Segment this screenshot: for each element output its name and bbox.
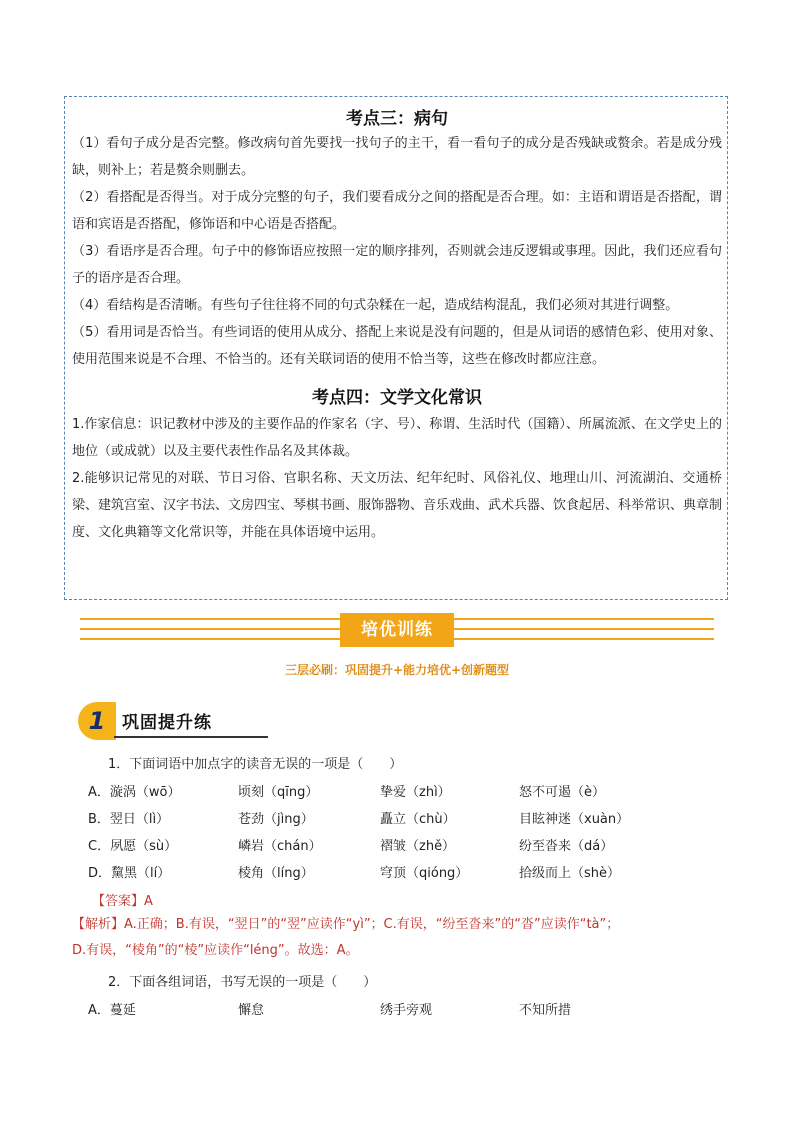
para-2: （2）看搭配是否得当。对于成分完整的句子，我们要看成分之间的搭配是否合理。如：主语和谓语是否搭配，谓语和宾语是否搭配，修饰语和中心语是否搭配。 — [72, 190, 722, 232]
q2-option-a-1: A．蔓延 — [88, 1003, 136, 1018]
q1-option-c-1: C．夙愿（sù） — [88, 839, 178, 854]
q1-option-d-4: 拾级而上（shè） — [519, 866, 621, 881]
q1-analysis-line-2: D.有误，“棱角”的“棱”应读作“léng”。故选：A。 — [72, 943, 359, 958]
q2-option-a-4: 不知所措 — [519, 1003, 572, 1018]
para-1: （1）看句子成分是否完整。修改病句首先要找一找句子的主干，看一看句子的成分是否残缺或赘余。若是成分残缺，则补上；若是赘余则删去。 — [72, 136, 722, 178]
q1-option-b-3: 矗立（chù） — [380, 812, 456, 827]
q1-option-c-3: 褶皱（zhě） — [380, 839, 456, 854]
q1-option-a-4: 怒不可遏（è） — [519, 785, 605, 800]
banner-title: 培优训练 — [340, 613, 454, 647]
para-6: 1.作家信息：识记教材中涉及的主要作品的作家名（字、号）、称谓、生活时代（国籍）、所属流派、在文学史上的地位（或成就）以及主要代表性作品名及其体裁。 — [72, 417, 722, 459]
q1-option-a-1: A．漩涡（wō） — [88, 785, 181, 800]
q1-answer: 【答案】A — [92, 894, 153, 909]
section-underline — [114, 736, 268, 738]
banner-subtitle: 三层必刷：巩固提升+能力培优+创新题型 — [284, 663, 510, 677]
para-5: （5）看用词是否恰当。有些词语的使用从成分、搭配上来说是没有问题的，但是从词语的感情色彩、使用对象、使用范围来说是不合理、不恰当的。还有关联词语的使用不恰当等，这些在修改时都应注意。 — [72, 325, 722, 367]
q1-option-a-3: 挚爱（zhì） — [380, 785, 451, 800]
q2-option-a-2: 懈怠 — [238, 1003, 265, 1018]
question-1-stem: 1．下面词语中加点字的读音无误的一项是（ ） — [108, 757, 403, 772]
q1-option-row-a — [88, 781, 728, 801]
section-label: 巩固提升练 — [122, 713, 212, 733]
question-2-stem: 2．下面各组词语，书写无误的一项是（ ） — [108, 975, 377, 990]
q1-option-c-4: 纷至沓来（dá） — [519, 839, 614, 854]
para-7: 2.能够识记常见的对联、节日习俗、官职名称、天文历法、纪年纪时、风俗礼仪、地理山川、河流湖泊、交通桥梁、建筑宫室、汉字书法、文房四宝、琴棋书画、服饰器物、音乐戏曲、武术兵器、饮食起居、科举常识、典章制度、文化典籍等文化常识等，并能在具体语境中运用。 — [72, 471, 723, 540]
q1-option-b-2: 苍劲（jìng） — [238, 812, 314, 827]
q1-option-b-1: B．翌日（lì） — [88, 812, 170, 827]
section-header — [78, 702, 268, 740]
para-4: （4）看结构是否清晰。有些句子往往将不同的句式杂糅在一起，造成结构混乱，我们必须对其进行调整。 — [72, 298, 679, 313]
box-title-bingju: 考点三：病句 — [346, 109, 448, 129]
q1-option-c-2: 嶙岩（chán） — [238, 839, 322, 854]
q1-option-b-4: 目眩神迷（xuàn） — [519, 812, 630, 827]
q2-option-row-a — [88, 999, 728, 1019]
q1-option-d-2: 棱角（líng） — [238, 866, 314, 881]
q1-option-a-2: 顷刻（qīng） — [238, 785, 319, 800]
q1-option-row-b — [88, 808, 728, 828]
q1-option-row-c — [88, 835, 728, 855]
section-number-badge: 1 — [78, 702, 116, 740]
para-3: （3）看语序是否合理。句子中的修饰语应按照一定的顺序排列，否则就会违反逻辑或事理。因此，我们还应看句子的语序是否合理。 — [72, 244, 722, 286]
q2-option-a-3: 绣手旁观 — [380, 1003, 433, 1018]
q1-option-row-d — [88, 862, 728, 882]
box-title-wenxue: 考点四：文学文化常识 — [312, 388, 482, 408]
q1-option-d-1: D．黧黑（lí） — [88, 866, 171, 881]
q1-option-d-3: 穹顶（qióng） — [380, 866, 469, 881]
q1-analysis-line-1: 【解析】A.正确；B.有误，“翌日”的“翌”应读作“yì”；C.有误，“纷至沓来”的“沓”应读作“tà”； — [72, 917, 620, 932]
